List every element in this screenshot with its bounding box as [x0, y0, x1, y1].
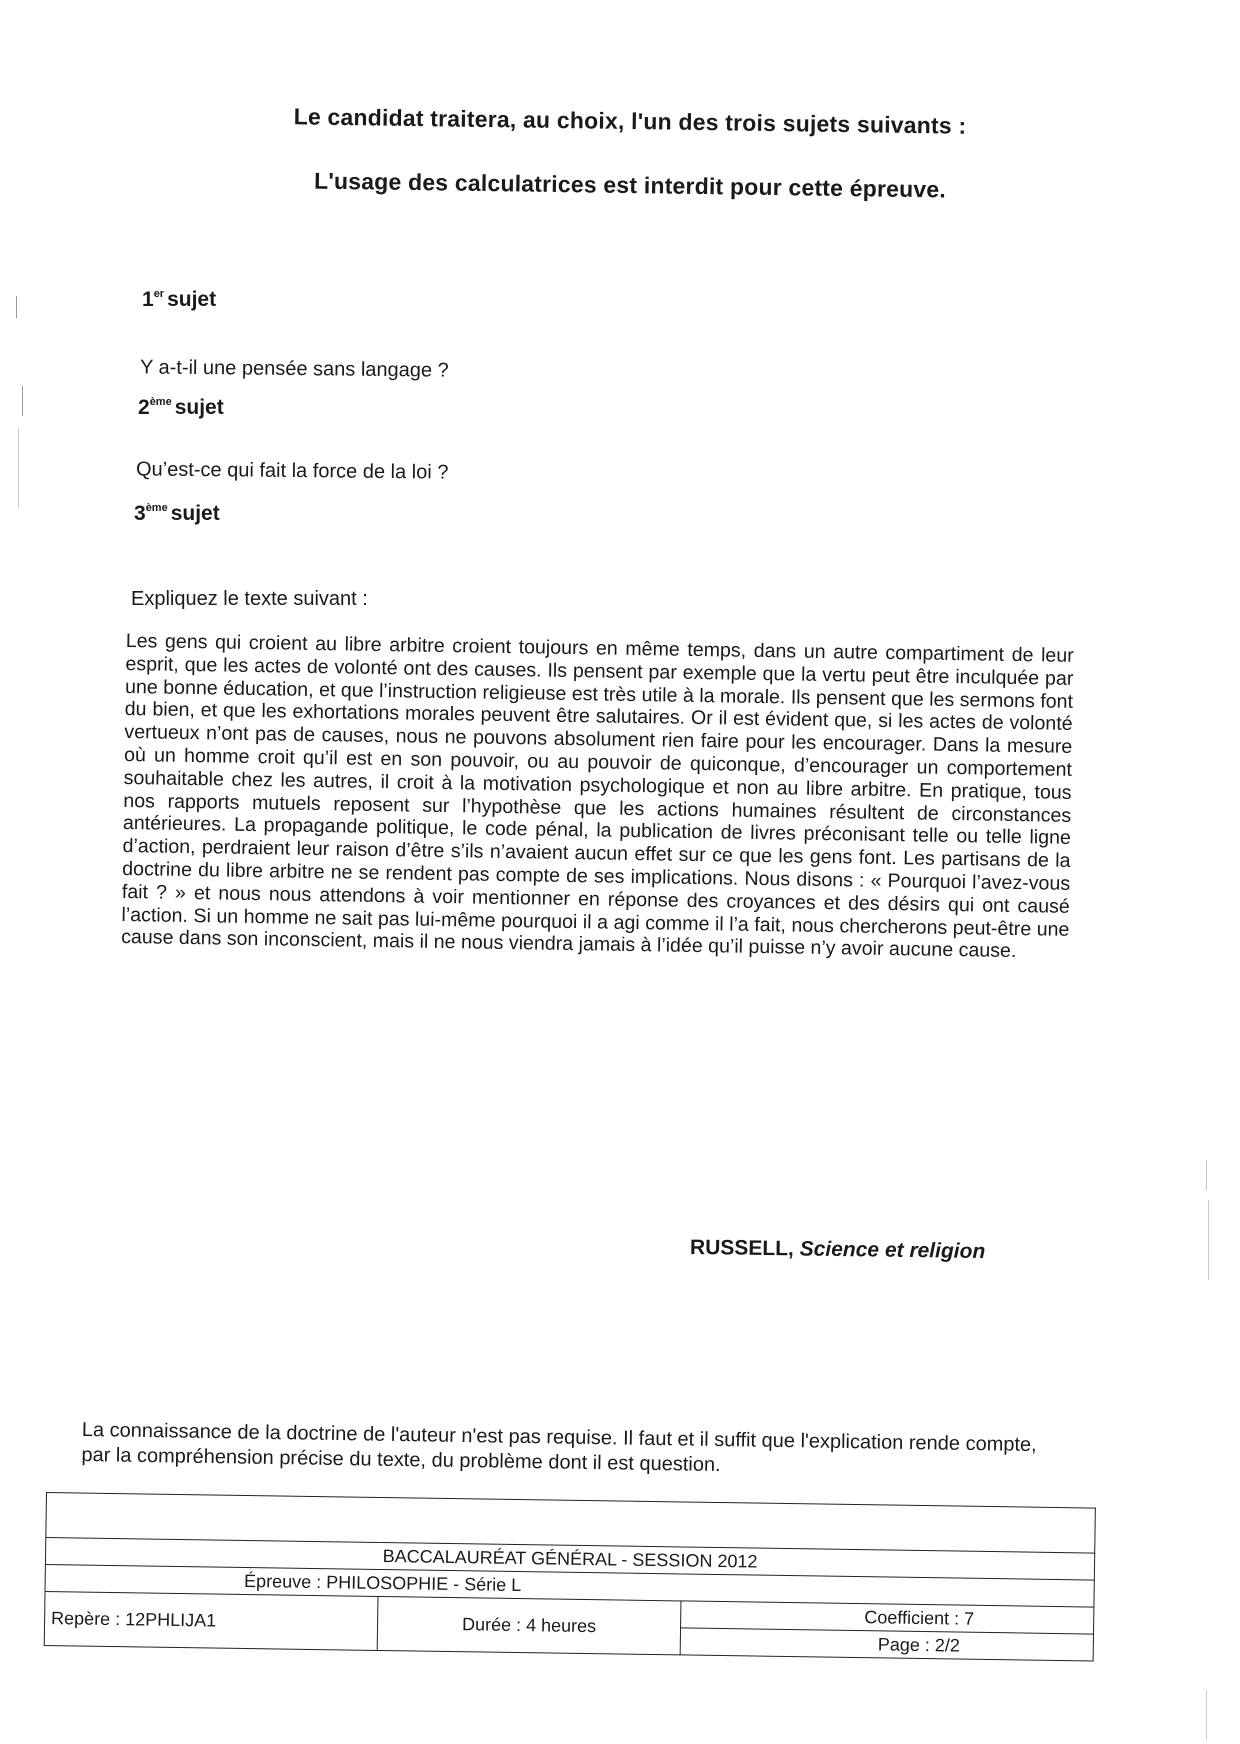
work-title: Science et religion	[799, 1237, 986, 1264]
excerpt-text-block	[121, 630, 1074, 964]
scan-artifact	[1206, 1690, 1207, 1740]
sujet-1-question: Y a-t-il une pensée sans langage ?	[139, 356, 449, 382]
exam-coefficient-cell: Coefficient : 7	[681, 1601, 1094, 1634]
exam-epreuve-cell: Épreuve : PHILOSOPHIE - Série L	[45, 1564, 1094, 1607]
header-choice-instruction: Le candidat traitera, au choix, l'un des trois sujets suivants :	[293, 103, 967, 139]
scan-artifact	[1206, 1160, 1207, 1190]
sujet-1-ordinal: 1	[142, 288, 154, 311]
scan-artifact	[22, 386, 23, 416]
header-calculator-rule: L'usage des calculatrices est interdit pour cette épreuve.	[313, 167, 947, 203]
explanation-instruction: Expliquez le texte suivant :	[131, 588, 368, 610]
exam-session-cell: BACCALAURÉAT GÉNÉRAL - SESSION 2012	[45, 1538, 1094, 1581]
author-name: RUSSELL,	[689, 1235, 795, 1261]
scan-artifact	[18, 428, 19, 508]
sujet-3-ordinal: 3	[134, 502, 146, 525]
sujet-1-title	[142, 288, 216, 312]
exam-info-table	[44, 1492, 1096, 1662]
sujet-2-title	[138, 396, 224, 420]
exam-duree-cell: Durée : 4 heures	[377, 1596, 681, 1654]
sujet-1-label: sujet	[167, 288, 217, 311]
excerpt-paragraph: Les gens qui croient au libre arbitre croient toujours en même temps, dans un autre compartiment de leur esprit, que les actes de volonté ont des causes. Ils pensent par exemple que la vertu peut être inculquée par une bonne éducation, et que l’instruction religieuse est très utile à la morale. Ils pensent que les sermons font du bien, et que les exhortations morales peuvent être salutaires. Or il est évident que, si les actes de volonté vertueux n’ont pas de causes, nous ne pouvons absolument rien faire pour les encourager. Dans la mesure où un homme croit qu’il est en son pouvoir, ou au pouvoir de quiconque, d’encourager un comportement souhaitable chez les autres, il croit à la motivation psychologique et non au libre arbitre. En pratique, tous nos rapports mutuels reposent sur l’hypothèse que les actions humaines résultent de circonstances antérieures. La propagande politique, le code pénal, la publication de livres préconisant telle ou telle ligne d’action, perdraient leur raison d’être s’ils n’avaient aucun effet sur ce que les gens font. Les partisans de la doctrine du libre arbitre ne se rendent pas compte de ses implications. Nous disons : « Pourquoi l’avez-vous fait ? » et nous nous attendons à voir mentionner en réponse des croyances et des désirs qui ont causé l’action. Si un homme ne sait pas lui-même pourquoi il a agi comme il l’a fait, nous chercherons peut-être une cause dans son inconscient, mais il ne nous viendra jamais à l’idée qu’il puisse n’y avoir aucune cause.	[120, 630, 1074, 963]
sujet-3-ordinal-suffix: ème	[145, 502, 168, 514]
scan-artifact	[1208, 1200, 1209, 1280]
sujet-2-label: sujet	[174, 396, 224, 419]
sujet-2-ordinal: 2	[138, 396, 150, 419]
sujet-2-ordinal-suffix: ème	[149, 396, 172, 408]
sujet-3-label: sujet	[170, 502, 220, 525]
author-attribution	[690, 1236, 986, 1264]
sujet-2-question: Qu’est-ce qui fait la force de la loi ?	[135, 458, 449, 484]
sujet-3-title	[134, 502, 220, 526]
footnote-text: La connaissance de la doctrine de l'auteur n'est pas requise. Il faut et il suffit que l'explication rende compte, par la compréhension précise du texte, du problème dont il est question.	[81, 1418, 1037, 1477]
footnote-block	[81, 1418, 1050, 1483]
exam-repere-cell: Repère : 12PHLIJA1	[44, 1591, 378, 1650]
scan-artifact	[16, 296, 17, 318]
sujet-1-ordinal-suffix: er	[153, 288, 165, 300]
exam-page-cell: Page : 2/2	[680, 1628, 1093, 1661]
